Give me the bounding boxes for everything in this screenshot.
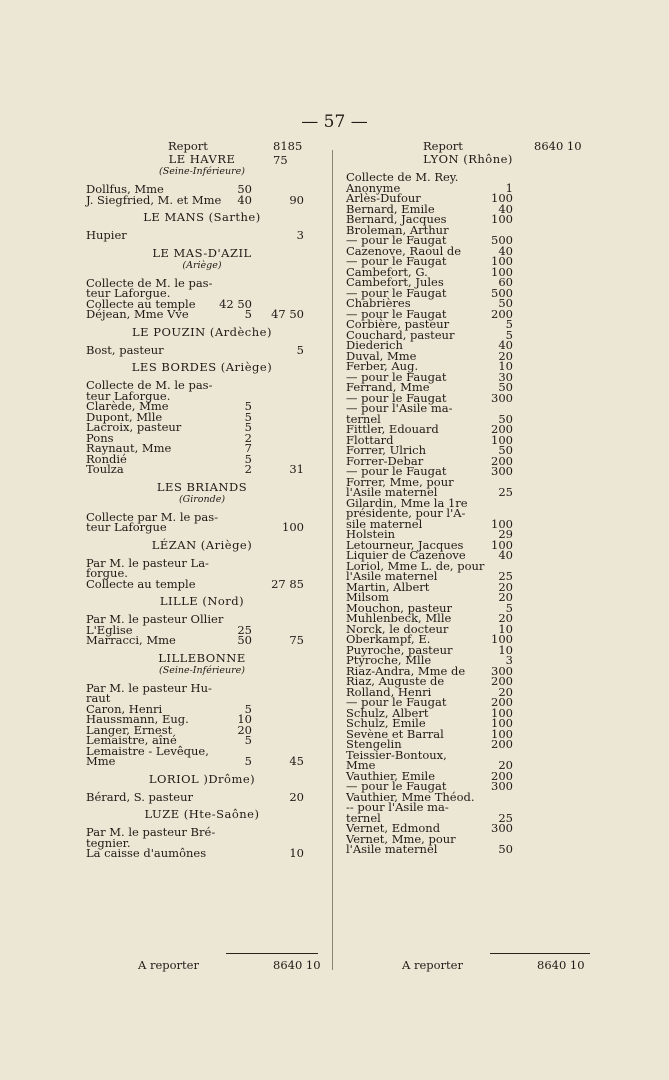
entry-name: J. Siegfried, M. et Mme: [86, 192, 222, 207]
entry-amount: 50: [498, 411, 513, 426]
entry-name: Vernet, Edmond: [346, 821, 441, 835]
entry-name: teur Laforgue: [86, 520, 167, 534]
entry-amount: 5: [244, 307, 252, 321]
left-report-total: 8185 75: [273, 139, 303, 167]
section-heading: LÉZAN (Ariège): [151, 537, 253, 552]
entry-row: [346, 747, 590, 762]
entry-name: Rolland, Henri: [346, 684, 432, 699]
entry-name: forgue.: [86, 566, 128, 580]
entry-name: Liquier de Cazenove: [346, 548, 466, 562]
entry-amount: 20: [498, 348, 513, 363]
section-subheading: (Gironde): [178, 493, 226, 505]
entry-name: Corbière, pasteur: [346, 317, 450, 331]
entry-amount: 50: [237, 633, 252, 647]
section-subheading: (Seine-Inférieure): [158, 664, 246, 676]
entry-amount: 1: [505, 180, 513, 195]
entry-amount: 20: [498, 684, 513, 699]
entry-name: Ferrand, Mme: [346, 380, 430, 394]
entry-amount: 100: [491, 254, 513, 268]
entry-name: Hupier: [86, 228, 127, 242]
entry-amount: 200: [491, 306, 513, 321]
entry-name: Gilardin, Mme la 1re: [346, 495, 468, 510]
entry-name: — pour le Faugat: [346, 779, 447, 793]
entry-name: Par M. le pasteur Ollier: [86, 612, 224, 626]
right-carry-total: 8640 10: [537, 958, 585, 972]
section-heading: LILLE (Nord): [159, 594, 245, 608]
entry-name: Fittler, Edouard: [346, 422, 439, 436]
entry-amount: 100: [491, 212, 513, 226]
entry-amount: 25: [498, 485, 513, 499]
entry-amount: 20: [498, 579, 513, 594]
entry-name: Martin, Albert: [346, 579, 430, 594]
entry-name: Vauthier, Emile: [346, 768, 436, 783]
entry-row: [86, 576, 318, 591]
entry-name: Cambefort, G.: [346, 264, 428, 279]
entry-name: sile maternel: [346, 516, 423, 531]
entry-amount: 40: [498, 243, 513, 258]
entry-row: [346, 844, 590, 855]
entry-name: Déjean, Mme Vve: [86, 307, 189, 321]
section-heading: LE MANS (Sarthe): [143, 210, 261, 224]
entry-name: Collecte de M. le pas-: [86, 275, 213, 290]
entry-name: Dupont, Mlle: [86, 409, 163, 424]
entry-name: l'Asile maternel: [346, 485, 438, 499]
entry-row: [346, 403, 590, 414]
entry-name: La caisse d'aumônes: [86, 846, 207, 860]
entry-amount: 25: [237, 622, 252, 637]
entry-amount: 200: [491, 737, 513, 751]
entry-subtotal: 5: [296, 342, 304, 357]
entry-amount: 5: [505, 317, 513, 331]
section-heading: LES BRIANDS: [156, 479, 248, 494]
entry-amount: 40: [498, 338, 513, 352]
section-heading: LE POUZIN (Ardèche): [132, 324, 272, 339]
entry-name: — pour le Faugat: [346, 369, 447, 384]
entry-name: Raynaut, Mme: [86, 441, 172, 455]
page-number: — 57 —: [301, 112, 368, 132]
entry-name: Broleman, Arthur: [346, 222, 449, 237]
entry-amount: 3: [505, 653, 513, 667]
entry-name: Collecte de M. le pas-: [86, 378, 213, 392]
entry-name: présidente, pour l'A-: [346, 506, 466, 520]
entry-name: Schulz, Emile: [346, 716, 426, 730]
entry-subtotal: 20: [289, 789, 304, 804]
entry-amount: 5: [244, 420, 252, 434]
entry-name: Duval, Mme: [346, 348, 417, 363]
entry-name: L'Eglise: [86, 622, 133, 637]
entry-name: — pour le Faugat: [346, 306, 447, 321]
entry-name: l'Asile maternel: [346, 842, 438, 856]
entry-name: Loriol, Mme L. de, pour: [346, 558, 485, 573]
entry-amount: 7: [244, 441, 252, 455]
entry-subtotal: 47 50: [271, 307, 304, 321]
entry-subtotal: 90: [289, 192, 304, 207]
entry-name: Muhlenbeck, Mlle: [346, 611, 452, 625]
entry-name: Forrer-Debar: [346, 453, 424, 468]
column-divider: [332, 150, 333, 970]
entry-amount: 50: [498, 296, 513, 310]
left-entries: [86, 153, 318, 859]
entry-name: l'Asile maternel: [346, 569, 438, 583]
entry-name: Haussmann, Eug.: [86, 712, 189, 726]
entry-amount: 100: [491, 537, 513, 552]
entry-amount: 200: [491, 695, 513, 709]
entry-subtotal: 10: [289, 846, 304, 860]
entry-name: Chabrières: [346, 296, 411, 310]
entry-name: Bernard, Jacques: [346, 212, 447, 226]
entry-amount: 60: [498, 275, 513, 289]
entry-name: Collecte de M. Rey.: [346, 170, 459, 184]
entry-row: [346, 802, 590, 813]
entry-amount: 5: [244, 733, 252, 747]
entry-amount: 5: [244, 409, 252, 424]
entry-name: Lacroix, pasteur: [86, 420, 182, 434]
entry-name: — pour le Faugat: [346, 695, 447, 709]
entry-amount: 2: [244, 462, 252, 476]
entry-amount: 200: [491, 422, 513, 436]
entry-name: Rondié: [86, 451, 127, 466]
entry-name: Forrer, Mme, pour: [346, 474, 454, 489]
right-entries: [346, 153, 590, 855]
entry-name: Bérard, S. pasteur: [86, 789, 194, 804]
section-subheading: (Ariège): [182, 259, 222, 271]
entry-name: Flottard: [346, 432, 394, 447]
entry-amount: 25: [498, 569, 513, 583]
entry-amount: 100: [491, 191, 513, 205]
entry-name: Vauthier, Mme Théod.: [346, 789, 475, 804]
right-report-line: [346, 139, 590, 153]
entry-amount: 200: [491, 768, 513, 783]
section-heading: LYON (Rhône): [423, 152, 513, 166]
entry-name: Cambefort, Jules: [346, 275, 444, 289]
entry-name: Collecte au temple: [86, 576, 196, 591]
section-heading: LE MAS-D'AZIL: [152, 245, 252, 260]
left-sum-rule: [226, 953, 318, 954]
entry-name: Anonyme: [346, 180, 401, 195]
entry-name: — pour le Faugat: [346, 285, 447, 300]
entry-name: tegnier.: [86, 835, 131, 850]
entry-row: [86, 342, 318, 357]
entry-name: Vernet, Mme, pour: [346, 831, 456, 846]
entry-row: [86, 635, 318, 646]
left-carry-total: 8640 10: [273, 958, 321, 972]
entry-amount: 100: [491, 264, 513, 279]
section-subheading: (Seine-Inférieure): [158, 166, 246, 177]
left-column: [86, 139, 318, 859]
entry-amount: 200: [491, 674, 513, 688]
entry-subtotal: 31: [289, 462, 304, 476]
entry-name: Langer, Ernest: [86, 722, 173, 737]
entry-name: — pour le Faugat: [346, 233, 447, 247]
entry-subtotal: 75: [289, 633, 304, 647]
entry-name: — pour l'Asile ma-: [346, 401, 453, 415]
entry-name: Letourneur, Jacques: [346, 537, 464, 552]
entry-amount: 50: [498, 842, 513, 856]
entry-name: Toulza: [86, 462, 124, 476]
entry-row: [86, 522, 318, 533]
entry-name: Clarède, Mme: [86, 399, 169, 413]
entry-amount: 300: [491, 663, 513, 678]
entry-row: [86, 192, 318, 207]
entry-row: [86, 422, 318, 433]
entry-amount: 20: [498, 590, 513, 604]
entry-amount: 300: [491, 390, 513, 405]
entry-amount: 10: [237, 712, 252, 726]
entry-row: [86, 848, 318, 859]
entry-amount: 300: [491, 779, 513, 793]
right-carry-label: A reporter: [402, 958, 463, 972]
entry-name: Stengelin: [346, 737, 402, 751]
entry-amount: 40: [498, 201, 513, 216]
entry-name: Oberkampf, E.: [346, 632, 431, 646]
entry-name: -- pour l'Asile ma-: [346, 800, 449, 814]
entry-amount: 5: [244, 701, 252, 716]
entry-name: Norck, le docteur: [346, 621, 449, 636]
entry-amount: 40: [237, 192, 252, 207]
entry-amount: 100: [491, 632, 513, 646]
entry-amount: 20: [237, 722, 252, 737]
entry-name: Diederich: [346, 338, 403, 352]
entry-name: Ferber, Aug.: [346, 359, 419, 373]
entry-amount: 40: [498, 548, 513, 562]
entry-amount: 50: [498, 443, 513, 457]
entry-amount: 20: [498, 611, 513, 625]
entry-name: Caron, Henri: [86, 701, 163, 716]
entry-amount: 10: [498, 359, 513, 373]
entry-subtotal: 3: [296, 228, 304, 242]
entry-row: [86, 743, 318, 758]
entry-name: Forrer, Ulrich: [346, 443, 427, 457]
entry-amount: 500: [491, 233, 513, 247]
entry-subtotal: 100: [282, 520, 304, 534]
entry-amount: 200: [491, 453, 513, 468]
entry-name: Mme: [346, 758, 376, 772]
entry-amount: 100: [491, 705, 513, 720]
entry-name: Bernard, Emile: [346, 201, 435, 216]
entry-amount: 2: [244, 430, 252, 445]
entry-amount: 10: [498, 642, 513, 657]
entry-name: Sevène et Barral: [346, 726, 444, 741]
entry-name: Marracci, Mme: [86, 633, 176, 647]
entry-name: — pour le Faugat: [346, 390, 447, 405]
section-heading: LE HAVRE: [168, 152, 236, 166]
entry-amount: 29: [498, 527, 513, 541]
entry-amount: 42 50: [219, 296, 252, 311]
entry-name: Mouchon, pasteur: [346, 600, 453, 615]
entry-amount: 5: [505, 600, 513, 615]
section-heading: LUZE (Hte-Saône): [144, 807, 260, 821]
entry-name: Holstein: [346, 527, 396, 541]
entry-amount: 50: [237, 182, 252, 196]
entry-name: Riaz, Auguste de: [346, 674, 445, 688]
entry-amount: 5: [505, 327, 513, 342]
entry-amount: 20: [498, 758, 513, 772]
entry-name: teur Laforgue.: [86, 388, 171, 403]
entry-subtotal: 27 85: [271, 576, 304, 591]
entry-amount: 50: [498, 380, 513, 394]
entry-name: — pour le Faugat: [346, 254, 447, 268]
left-report-label: Report: [168, 139, 208, 153]
entry-amount: 5: [244, 399, 252, 413]
entry-name: Dollfus, Mme: [86, 182, 164, 196]
entry-amount: 10: [498, 621, 513, 636]
entry-name: Lemaistre - Levêque,: [86, 743, 209, 758]
entry-row: [86, 756, 318, 767]
entry-amount: 500: [491, 285, 513, 300]
entry-name: raut: [86, 691, 111, 705]
entry-amount: 100: [491, 432, 513, 447]
entry-subtotal: 45: [289, 754, 304, 768]
section-heading: LORIOL )Drôme): [148, 771, 256, 786]
entry-row: [86, 464, 318, 475]
section-heading: LES BORDES (Ariège): [131, 360, 273, 374]
entry-name: Riaz-Andra, Mme de: [346, 663, 466, 678]
entry-name: Par M. le pasteur Bré-: [86, 825, 216, 839]
right-sum-rule: [490, 953, 590, 954]
left-carry-label: A reporter: [138, 958, 199, 972]
entry-name: Ptyroche, Mlle: [346, 653, 432, 667]
entry-name: Par M. le pasteur La-: [86, 555, 209, 570]
entry-name: Pons: [86, 430, 114, 445]
entry-name: Arlès-Dufour: [346, 191, 421, 205]
section-heading: LILLEBONNE: [158, 650, 246, 665]
right-column: [346, 139, 590, 855]
entry-name: Cazenove, Raoul de: [346, 243, 462, 258]
entry-row: [86, 789, 318, 804]
right-report-total: 8640 10: [534, 139, 582, 153]
entry-name: Bost, pasteur: [86, 342, 164, 357]
entry-name: teur Laforgue.: [86, 286, 171, 300]
entry-name: Lemaistre, aîné: [86, 733, 177, 747]
entry-amount: 300: [491, 464, 513, 478]
entry-row: [86, 680, 318, 695]
entry-amount: 5: [244, 754, 252, 768]
entry-name: Milsom: [346, 590, 389, 604]
right-report-label: Report: [423, 139, 463, 153]
entry-name: Teissier-Bontoux,: [346, 747, 447, 762]
entry-name: ternel: [346, 810, 381, 825]
entry-name: Couchard, pasteur: [346, 327, 455, 342]
entry-name: Schulz, Albert: [346, 705, 429, 720]
entry-amount: 100: [491, 716, 513, 730]
entry-amount: 300: [491, 821, 513, 835]
entry-name: Mme: [86, 754, 116, 768]
entry-name: Par M. le pasteur Hu-: [86, 680, 212, 695]
entry-name: ternel: [346, 411, 381, 426]
entry-amount: 100: [491, 726, 513, 741]
entry-amount: 30: [498, 369, 513, 384]
entry-amount: 100: [491, 516, 513, 531]
entry-name: — pour le Faugat: [346, 464, 447, 478]
entry-name: Puyroche, pasteur: [346, 642, 453, 657]
entry-row: [86, 230, 318, 241]
entry-amount: 25: [498, 810, 513, 825]
entry-name: Collecte au temple: [86, 296, 196, 311]
entry-row: [86, 309, 318, 320]
entry-amount: 5: [244, 451, 252, 466]
entry-name: Collecte par M. le pas-: [86, 509, 219, 524]
